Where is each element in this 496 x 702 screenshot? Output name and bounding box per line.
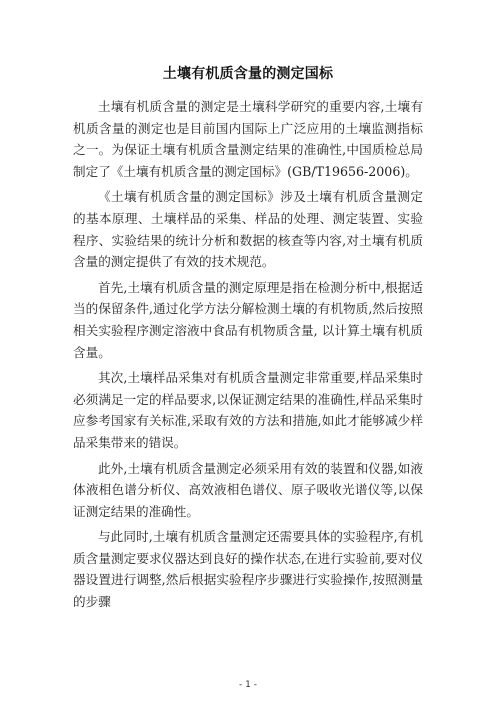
paragraph-intro: 土壤有机质含量的测定是土壤科学研究的重要内容,土壤有机质含量的测定也是目前国内国际上广泛应用的土壤监测指标之一。为保证土壤有机质含量测定结果的准确性,中国质检总局制定了《土壤有机质含量的测定国标》(GB/T19656-2006)。 <box>73 99 423 179</box>
paragraph-principle: 首先,土壤有机质含量的测定原理是指在检测分析中,根据适当的保留条件,通过化学方法分解检测土壤的有机物质,然后按照相关实验程序测定溶液中食品有机物质含量, 以计算土壤有机质含量。 <box>73 279 423 360</box>
document-body <box>73 96 423 617</box>
paragraph-scope: 《土壤有机质含量的测定国标》涉及土壤有机质含量测定的基本原理、土壤样品的采集、样品的处理、测定装置、实验程序、实验结果的统计分析和数据的核查等内容,对土壤有机质含量的测定提供了有效的技术规范。 <box>73 189 423 270</box>
paragraph-sampling: 其次,土壤样品采集对有机质含量测定非常重要,样品采集时必须满足一定的样品要求,以保证测定结果的准确性,样品采集时应参考国家有关标准,采取有效的方法和措施,如此才能够减少样品采集带来的错误。 <box>73 370 423 450</box>
paragraph-procedure: 与此同时,土壤有机质含量测定还需要具体的实验程序,有机质含量测定要求仪器达到良好的操作状态,在进行实验前,要对仪器设置进行调整,然后根据实验程序步骤进行实验操作,按照测量的步骤 <box>73 529 423 610</box>
page-number: - 1 - <box>239 680 257 690</box>
paragraph-equipment: 此外,土壤有机质含量测定必须采用有效的装置和仪器,如液体液相色谱分析仪、高效液相色谱仪、原子吸收光谱仪等,以保证测定结果的准确性。 <box>73 460 423 519</box>
document-title: 土壤有机质含量的测定国标 <box>162 66 334 82</box>
